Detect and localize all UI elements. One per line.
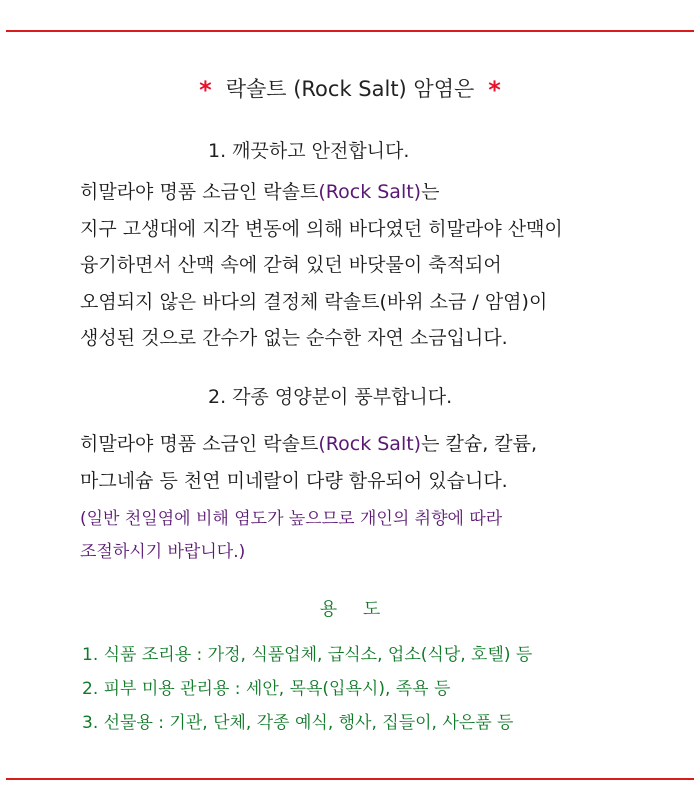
usage-item: 2. 피부 미용 관리용 : 세안, 목욕(입욕시), 족욕 등 (82, 679, 451, 699)
line-text: 는 칼슘, 칼륨, (421, 433, 538, 455)
note-line: 조절하시기 바랍니다.) (80, 542, 246, 562)
paragraph-line: 지구 고생대에 지각 변동에 의해 바다였던 히말라야 산맥이 (80, 217, 563, 240)
paragraph-line: 생성된 것으로 간수가 없는 순수한 자연 소금입니다. (80, 327, 508, 349)
section1-paragraph (80, 174, 680, 357)
page-title (0, 74, 700, 105)
section1-heading: 1. 깨끗하고 안전합니다. (208, 140, 410, 162)
bottom-divider (6, 778, 694, 780)
paragraph-line (80, 174, 680, 211)
salinity-note (80, 503, 502, 569)
rock-salt-highlight: (Rock Salt) (318, 433, 422, 455)
note-line: (일반 천일염에 비해 염도가 높으므로 개인의 취향에 따라 (80, 509, 503, 529)
paragraph-line (80, 426, 680, 463)
page-title-text: 락솔트 (Rock Salt) 암염은 (225, 77, 475, 101)
paragraph-line: 오염되지 않은 바다의 결정체 락솔트(바위 소금 / 암염)이 (80, 290, 548, 313)
rock-salt-highlight: (Rock Salt) (318, 181, 422, 203)
top-divider (6, 30, 694, 32)
usage-heading: 용 도 (319, 599, 391, 620)
star-icon: * (488, 76, 501, 104)
section2-paragraph (80, 426, 680, 499)
line-text: 히말라야 명품 소금인 락솔트 (80, 433, 319, 455)
line-text: 는 (421, 181, 440, 203)
usage-list (82, 638, 532, 740)
usage-item: 3. 선물용 : 기관, 단체, 각종 예식, 행사, 집들이, 사은품 등 (82, 713, 514, 733)
star-icon: * (199, 76, 212, 104)
usage-item: 1. 식품 조리용 : 가정, 식품업체, 급식소, 업소(식당, 호텔) 등 (82, 645, 533, 665)
paragraph-line: 융기하면서 산맥 속에 갇혀 있던 바닷물이 축적되어 (80, 254, 502, 276)
section2-heading: 2. 각종 영양분이 풍부합니다. (208, 386, 453, 408)
line-text: 히말라야 명품 소금인 락솔트 (80, 181, 319, 203)
paragraph-line: 마그네슘 등 천연 미네랄이 다량 함유되어 있습니다. (80, 469, 508, 492)
